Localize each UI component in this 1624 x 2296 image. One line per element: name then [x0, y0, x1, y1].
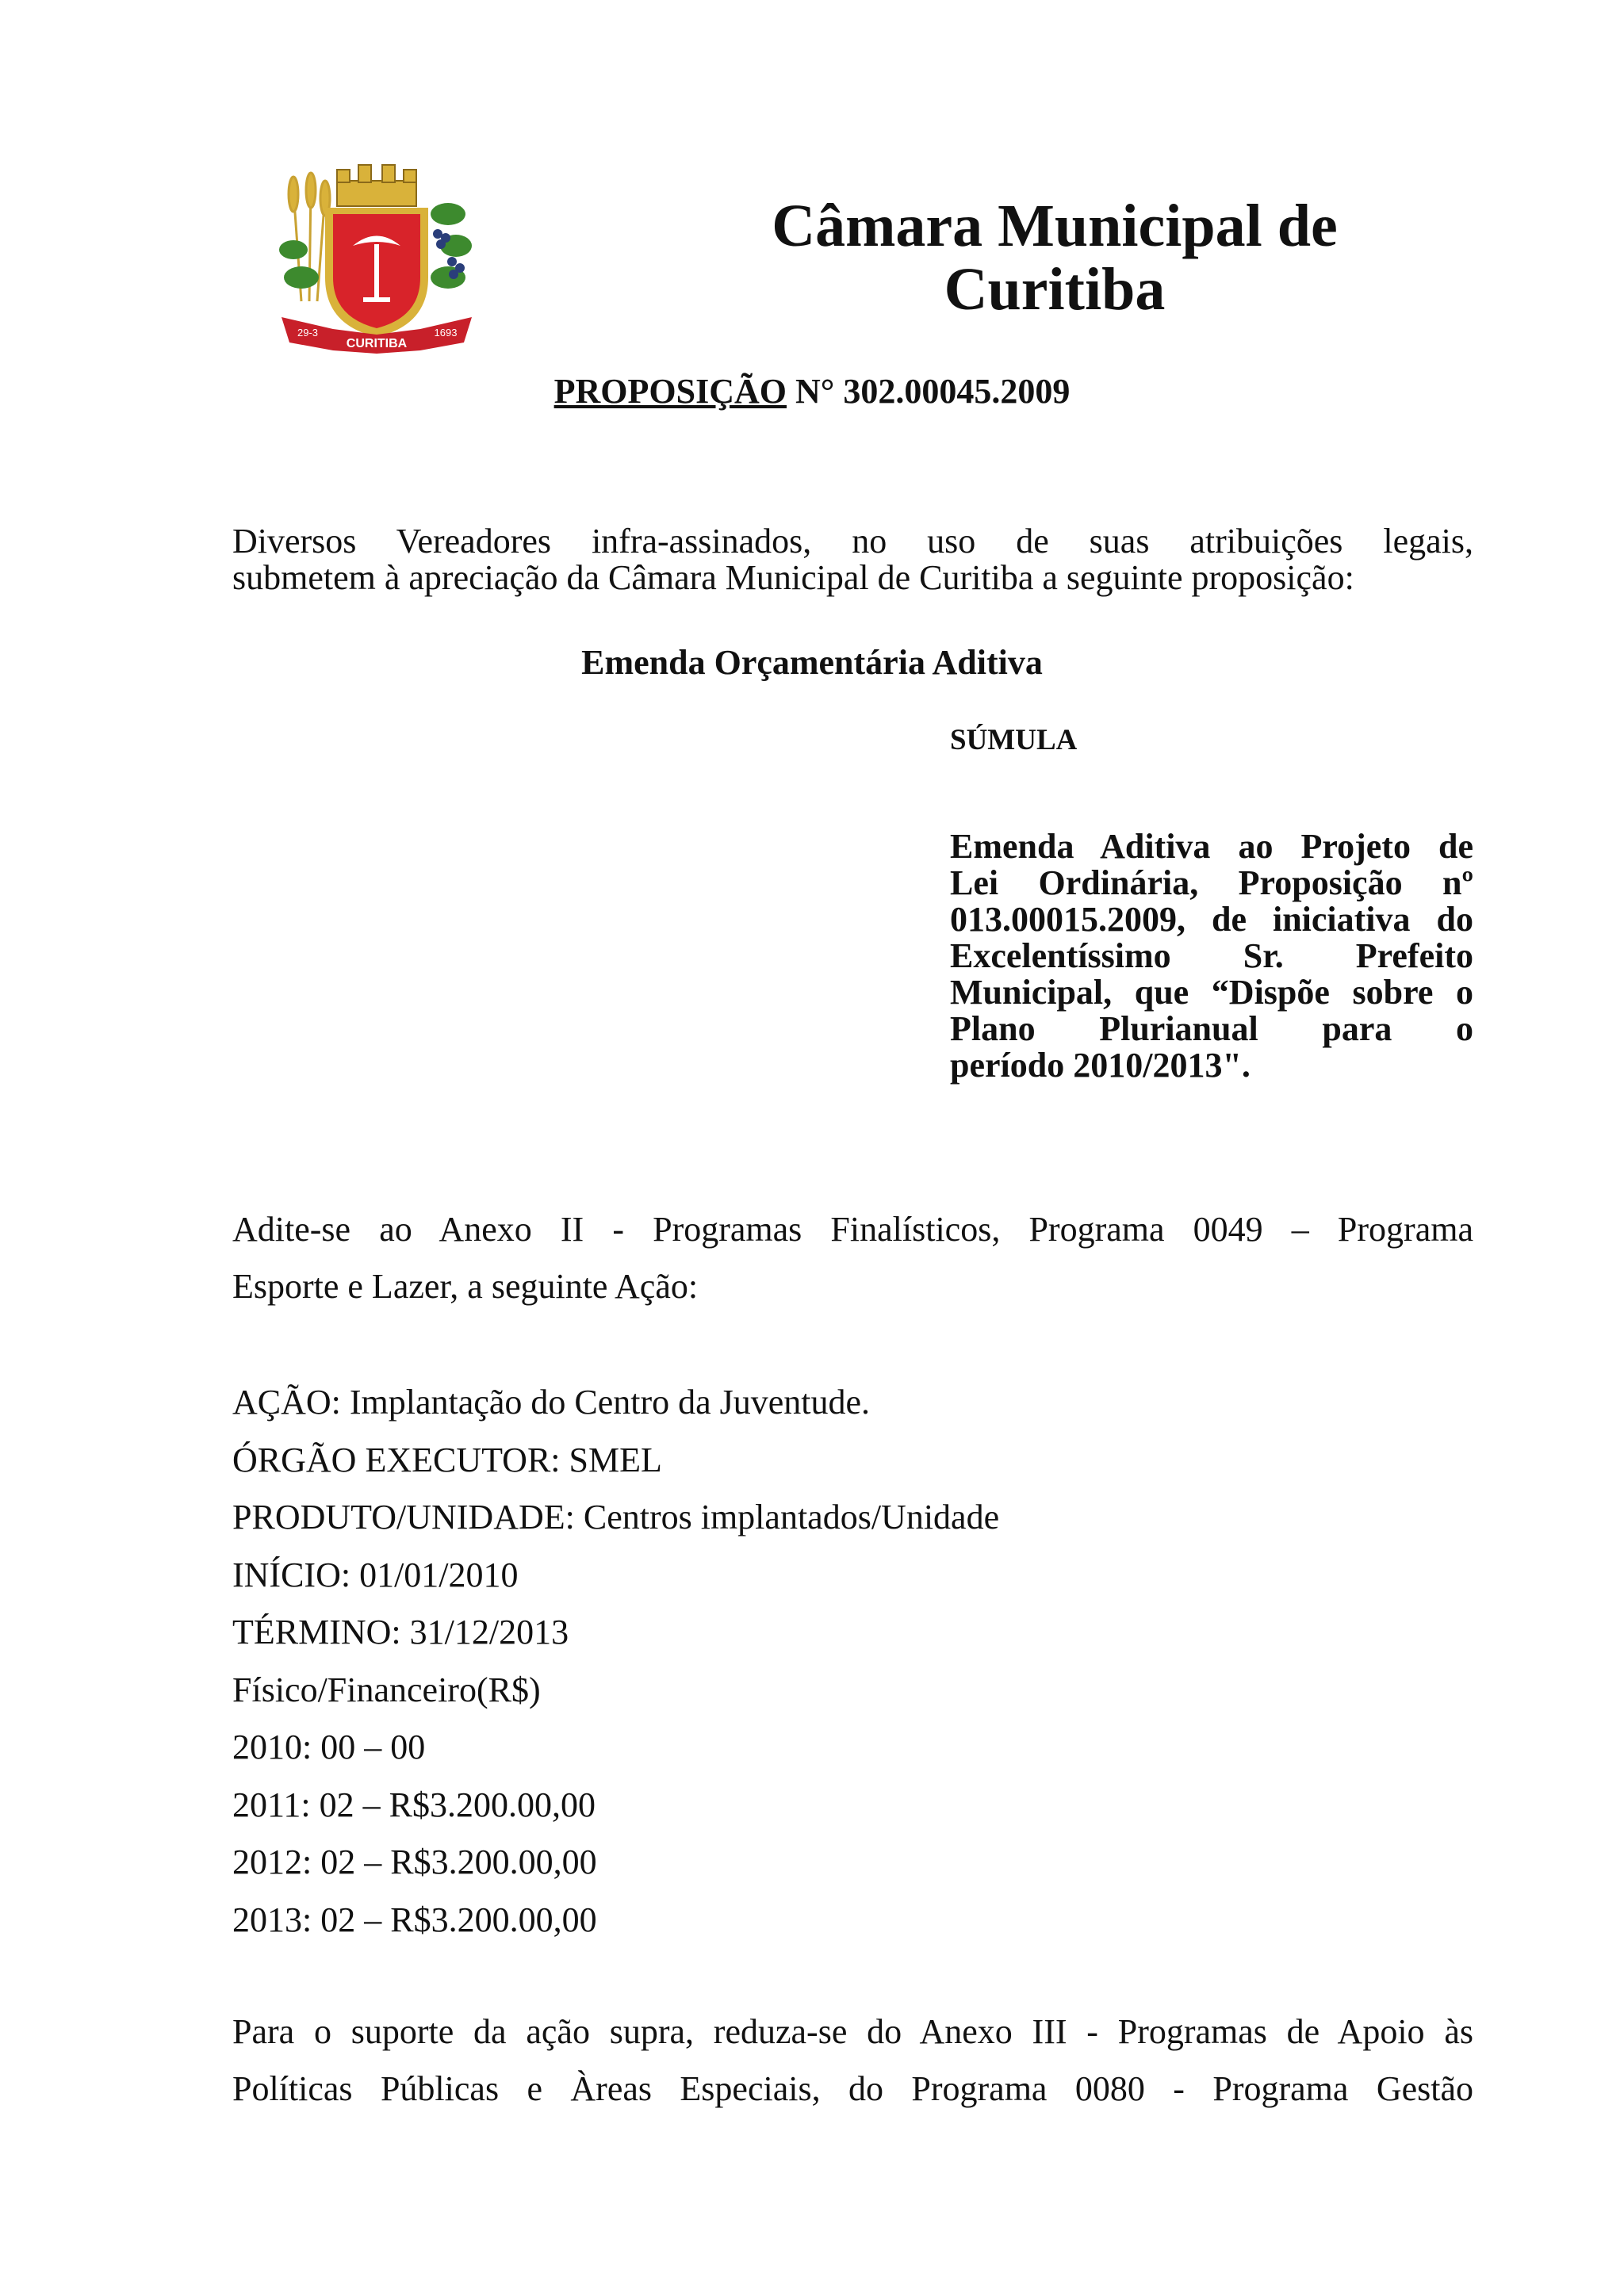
list-item: 2012: 02 – R$3.200.00,00 [232, 1843, 597, 1881]
paragraph-line: Para o suporte da ação supra, reduza-se do Anexo III - Programas de Apoio às [232, 2012, 1473, 2051]
paragraph-line: Esporte e Lazer, a seguinte Ação: [232, 1267, 699, 1306]
list-item: PRODUTO/UNIDADE: Centros implantados/Unidade [232, 1498, 1000, 1536]
svg-text:CURITIBA: CURITIBA [346, 337, 408, 350]
sumula-line: Lei Ordinária, Proposição nº [950, 863, 1473, 902]
sumula-line: 013.00015.2009, de iniciativa do [950, 900, 1473, 939]
list-item: 2010: 00 – 00 [232, 1728, 426, 1766]
coat-of-arms-logo [270, 159, 484, 357]
intro-line-2: submetem à apreciação da Câmara Municipal de Curitiba a seguinte proposição: [232, 558, 1354, 597]
list-item: INÍCIO: 01/01/2010 [232, 1555, 519, 1594]
paragraph-line: Adite-se ao Anexo II - Programas Finalísticos, Programa 0049 – Programa [232, 1210, 1473, 1249]
sumula-label: SÚMULA [950, 724, 1078, 756]
amendment-title: Emenda Orçamentária Aditiva [581, 643, 1043, 682]
list-item: Físico/Financeiro(R$) [232, 1670, 541, 1709]
sumula-line: Emenda Aditiva ao Projeto de [950, 827, 1473, 866]
sumula-text [950, 828, 1473, 1084]
intro-paragraph [232, 523, 1473, 596]
proposition-heading [0, 371, 1624, 411]
sumula-line: período 2010/2013". [950, 1046, 1251, 1085]
action-details-list [232, 1374, 999, 1949]
proposition-number: N° 302.00045.2009 [795, 372, 1071, 411]
svg-text:1693: 1693 [434, 327, 458, 339]
list-item: TÉRMINO: 31/12/2013 [232, 1613, 569, 1651]
intro-line-1: Diversos Vereadores infra-assinados, no uso de suas atribuições legais, [232, 522, 1473, 561]
sumula-line: Plano Plurianual para o [950, 1009, 1473, 1048]
list-item: ÓRGÃO EXECUTOR: SMEL [232, 1440, 662, 1479]
organization-title-line1: Câmara Municipal de [772, 193, 1338, 259]
list-item: 2013: 02 – R$3.200.00,00 [232, 1900, 597, 1939]
paragraph-line: Políticas Públicas e Àreas Especiais, do Programa 0080 - Programa Gestão [232, 2069, 1473, 2108]
organization-title [714, 194, 1396, 321]
proposition-label: PROPOSIÇÃO [553, 372, 787, 411]
paragraph-funding-source [232, 2003, 1473, 2118]
sumula-line: Municipal, que “Dispõe sobre o [950, 973, 1473, 1012]
organization-title-line2: Curitiba [944, 256, 1166, 323]
svg-text:29-3: 29-3 [297, 327, 319, 339]
paragraph-add-action [232, 1201, 1473, 1315]
list-item: AÇÃO: Implantação do Centro da Juventude. [232, 1383, 871, 1422]
sumula-line: Excelentíssimo Sr. Prefeito [950, 936, 1473, 975]
list-item: 2011: 02 – R$3.200.00,00 [232, 1785, 596, 1824]
